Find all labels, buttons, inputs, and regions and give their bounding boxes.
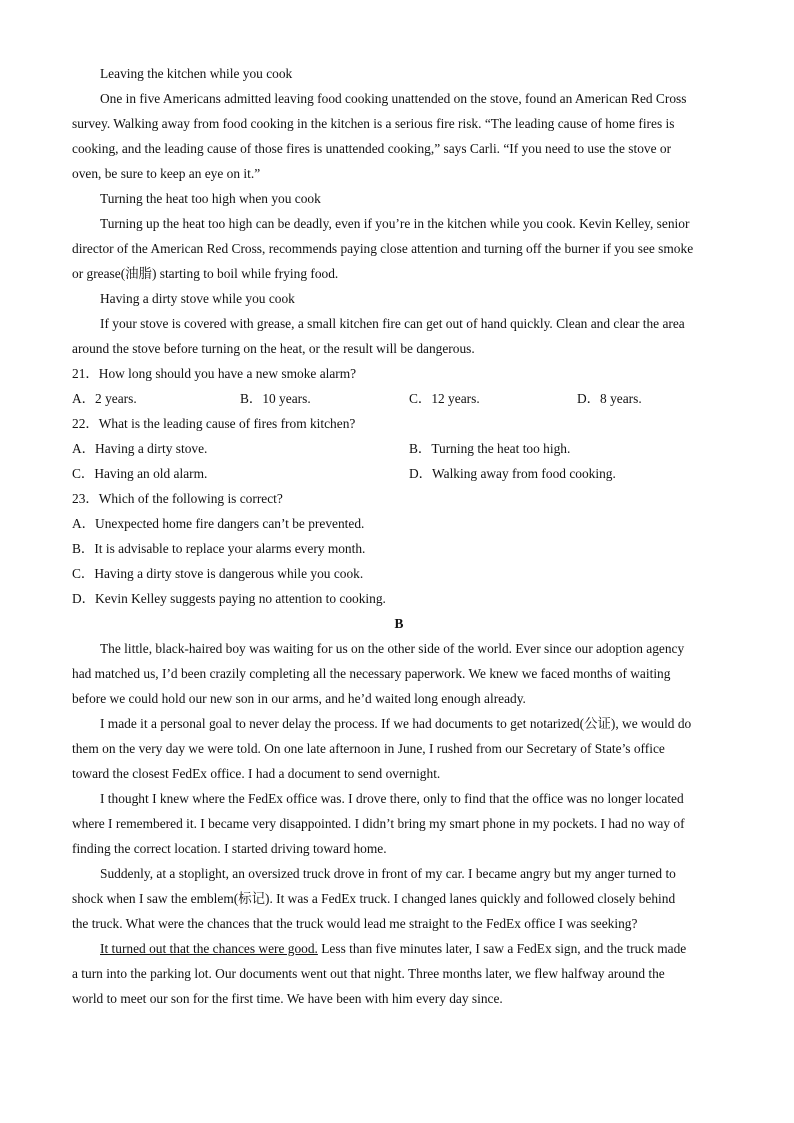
paragraph-line: The little, black-haired boy was waiting for us on the other side of the world. Ever since our adoption agency <box>100 641 685 656</box>
paragraph-line: world to meet our son for the first time. We have been with him every day since. <box>72 991 503 1006</box>
paragraph-line: One in five Americans admitted leaving food cooking unattended on the stove, found an American Red Cross <box>100 91 687 106</box>
question-21-option-a[interactable]: A．2 years. <box>72 391 137 406</box>
paragraph-line: survey. Walking away from food cooking in the kitchen is a serious fire risk. “The leading cause of home fires is <box>72 116 675 131</box>
question-21-option-b[interactable]: B．10 years. <box>240 391 311 406</box>
question-23-stem: 23．Which of the following is correct? <box>72 491 283 506</box>
question-23-option-d[interactable]: D．Kevin Kelley suggests paying no attention to cooking. <box>72 591 386 606</box>
paragraph-line: finding the correct location. I started driving toward home. <box>72 841 387 856</box>
paragraph-line: director of the American Red Cross, recommends paying close attention and turning off the burner if you see smoke <box>72 241 694 256</box>
question-22-stem: 22．What is the leading cause of fires from kitchen? <box>72 416 356 431</box>
paragraph-line: a turn into the parking lot. Our documents went out that night. Three months later, we flew halfway around the <box>72 966 665 981</box>
paragraph-line: I thought I knew where the FedEx office was. I drove there, only to find that the office was no longer located <box>100 791 684 806</box>
question-22-option-a[interactable]: A．Having a dirty stove. <box>72 441 208 456</box>
section-b-heading: B <box>394 616 404 631</box>
paragraph-line: toward the closest FedEx office. I had a document to send overnight. <box>72 766 441 781</box>
question-23-option-c[interactable]: C．Having a dirty stove is dangerous while you cook. <box>72 566 364 581</box>
paragraph-line: I made it a personal goal to never delay the process. If we had documents to get notarized(公证), we would do <box>100 716 692 731</box>
paragraph-line: where I remembered it. I became very disappointed. I didn’t bring my smart phone in my pockets. I had no way of <box>72 816 685 831</box>
document-page <box>72 61 726 1011</box>
paragraph-line-rest: Less than five minutes later, I saw a FedEx sign, and the truck made <box>317 941 687 956</box>
paragraph-line: Suddenly, at a stoplight, an oversized truck drove in front of my car. I became angry but my anger turned to <box>100 866 676 881</box>
question-22-option-c[interactable]: C．Having an old alarm. <box>72 466 208 481</box>
question-23-option-a[interactable]: A．Unexpected home fire dangers can’t be prevented. <box>72 516 365 531</box>
question-21-option-d[interactable]: D．8 years. <box>577 391 642 406</box>
paragraph-line: If your stove is covered with grease, a small kitchen fire can get out of hand quickly. Clean and clear the area <box>100 316 685 331</box>
question-22-options-row-1 <box>72 436 726 461</box>
question-22-options-row-2 <box>72 461 726 486</box>
question-21-options <box>72 386 726 411</box>
question-22-option-b[interactable]: B．Turning the heat too high. <box>409 441 571 456</box>
paragraph-line: oven, be sure to keep an eye on it.” <box>72 166 261 181</box>
underlined-sentence: It turned out that the chances were good. <box>100 941 318 956</box>
subheading-dirty-stove: Having a dirty stove while you cook <box>100 291 295 306</box>
paragraph-line: around the stove before turning on the heat, or the result will be dangerous. <box>72 341 475 356</box>
paragraph-line: Turning up the heat too high can be deadly, even if you’re in the kitchen while you cook. Kevin Kelley, senior <box>100 216 690 231</box>
paragraph-line: shock when I saw the emblem(标记). It was a FedEx truck. I changed lanes quickly and followed closely behind <box>72 891 676 906</box>
paragraph-line-with-underline <box>72 936 726 961</box>
question-21-option-c[interactable]: C．12 years. <box>409 391 480 406</box>
question-23-option-b[interactable]: B．It is advisable to replace your alarms every month. <box>72 541 366 556</box>
paragraph-line: the truck. What were the chances that the truck would lead me straight to the FedEx office I was seeking? <box>72 916 638 931</box>
subheading-heat-too-high: Turning the heat too high when you cook <box>100 191 321 206</box>
paragraph-line: them on the very day we were told. On one late afternoon in June, I rushed from our Secretary of State’s office <box>72 741 665 756</box>
subheading-leaving-kitchen: Leaving the kitchen while you cook <box>100 66 293 81</box>
paragraph-line: had matched us, I’d been crazily completing all the necessary paperwork. We knew we faced months of waiting <box>72 666 671 681</box>
question-21-stem: 21．How long should you have a new smoke alarm? <box>72 366 357 381</box>
paragraph-line: cooking, and the leading cause of those fires is unattended cooking,” says Carli. “If you need to use the stove or <box>72 141 672 156</box>
paragraph-line: or grease(油脂) starting to boil while frying food. <box>72 266 339 281</box>
paragraph-line: before we could hold our new son in our arms, and he’d waited long enough already. <box>72 691 526 706</box>
question-22-option-d[interactable]: D．Walking away from food cooking. <box>409 466 616 481</box>
